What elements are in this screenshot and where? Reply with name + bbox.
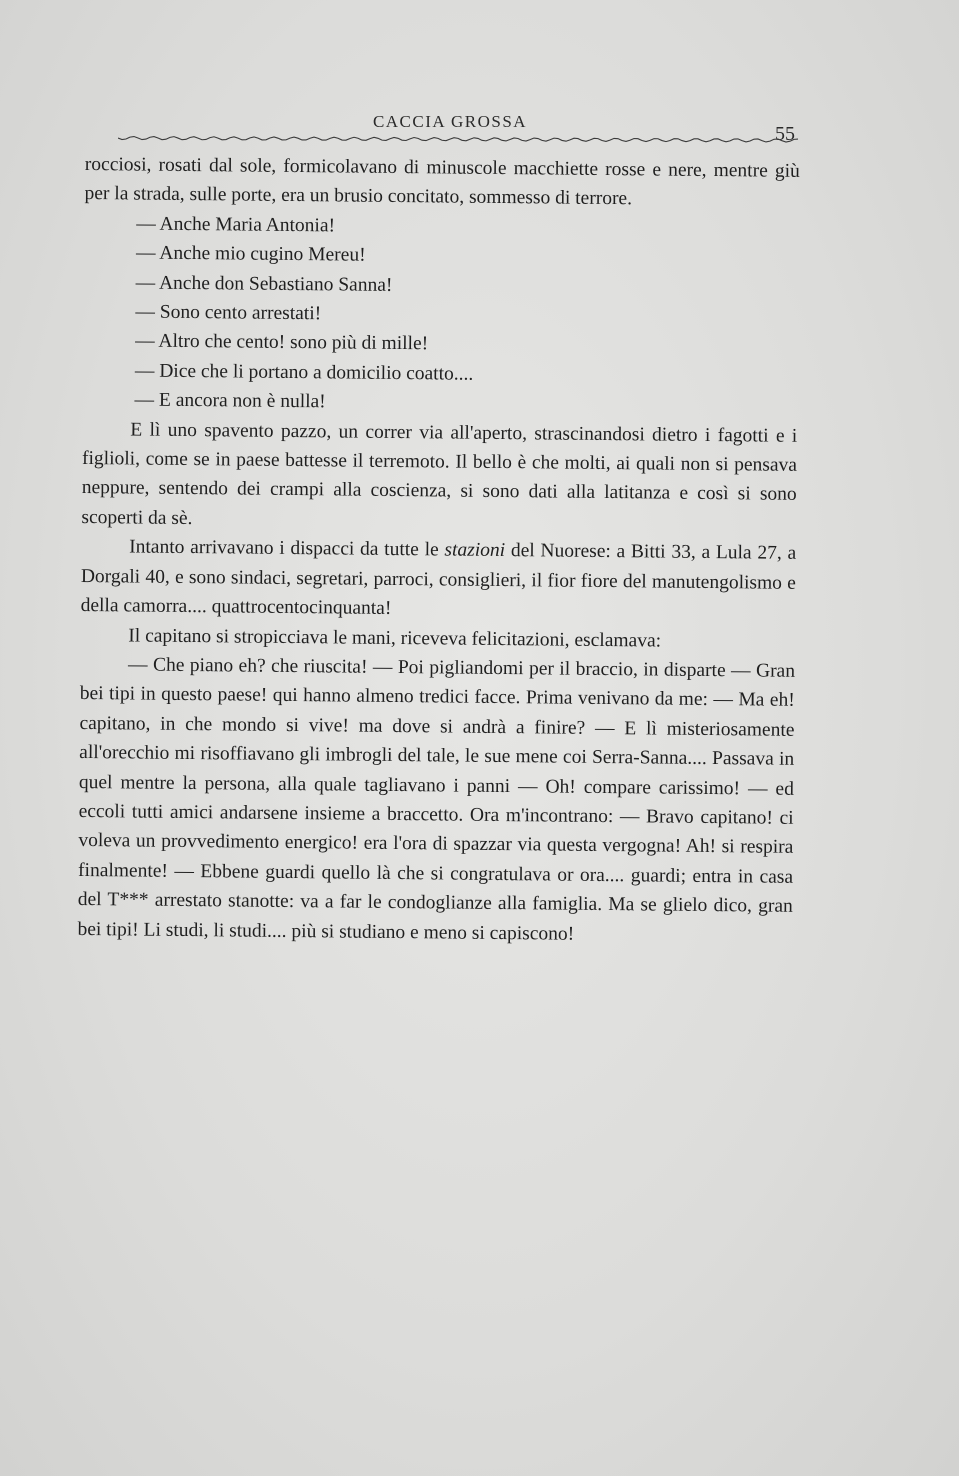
paragraph: Il capitano si stropicciava le mani, riceveva felicitazioni, esclamava: [128,624,662,652]
running-head: CACCIA GROSSA [372,112,528,131]
dialogue-line: — Anche don Sebastiano Sanna! [135,272,393,296]
dialogue-line: — Altro che cento! sono più di mille! [135,330,429,355]
italic-term: stazioni [444,539,506,562]
paragraph-dispatches [80,532,796,627]
dialogue-line: — Anche mio cugino Mereu! [135,242,366,266]
page-number: 55 [775,123,795,145]
paragraph-segment: del Nuorese: a Bitti 33, a Lula 27, a Dorgali 40, e sono sindaci, segretari, parroci, consiglieri, il fior fiore del manutengolismo e della camorra.... quattrocentocinquanta! [80,540,797,620]
paragraph-continuation: rocciosi, rosati dal sole, formicolavano di minuscole macchiette rosse e nere, mentre giù per la strada, sulle porte, era un brusio concitato, sommesso di terrore. [84,153,800,210]
paragraph: — Che piano eh? che riuscita! — Poi pigliandomi per il braccio, in disparte — Gran bei tipi in questo paese! qui hanno almeno tredici facce. Prima venivano da me: — Ma eh! capitano, in che mondo si vive! ma dove si andrà a finire? — E lì misteriosamente all'orecchio mi risoffiavano gli imbrogli del tale, le sue mene coi Serra-Sanna.... Passava in quel mentre la persona, alla quale tagliavano i panni — Oh! compare carissimo! — ed eccoli tutti amici andarsene insieme a braccetto. Ora m'incontrano: — Bravo capitano! ci voleva un provvedimento energico! era l'ora di spazzar via questa vergogna! Ah! si respira finalmente! — Ebbene guardi quello là che si congratulava or ora.... guardi; entra in casa del T*** arrestato stanotte: va a far le condoglianze alla famiglia. Ma se glielo dico, gran bei tipi! Li studi, li studi.... più si studiano e meno si capiscono! [77,654,796,945]
paragraph-segment: Intanto arrivavano i dispacci da tutte le [129,536,445,561]
paragraph: E lì uno spavento pazzo, un correr via all'aperto, strascinandosi dietro i fagotti e i figlioli, come se in paese battesse il terremoto. Il bello è che molti, ai quali non si pensava neppure, sentendo dei crampi alla coscienza, si sono dati alla latitanza e così si sono scoperti da sè. [81,419,798,529]
ornamental-wavy-rule [118,130,798,146]
body-text [77,150,800,951]
dialogue-line: — Sono cento arrestati! [135,301,322,325]
dialogue-line: — Dice che li portano a domicilio coatto.... [134,360,474,385]
dialogue-line: — E ancora non è nulla! [134,389,326,413]
dialogue-line: — Anche Maria Antonia! [136,213,336,237]
